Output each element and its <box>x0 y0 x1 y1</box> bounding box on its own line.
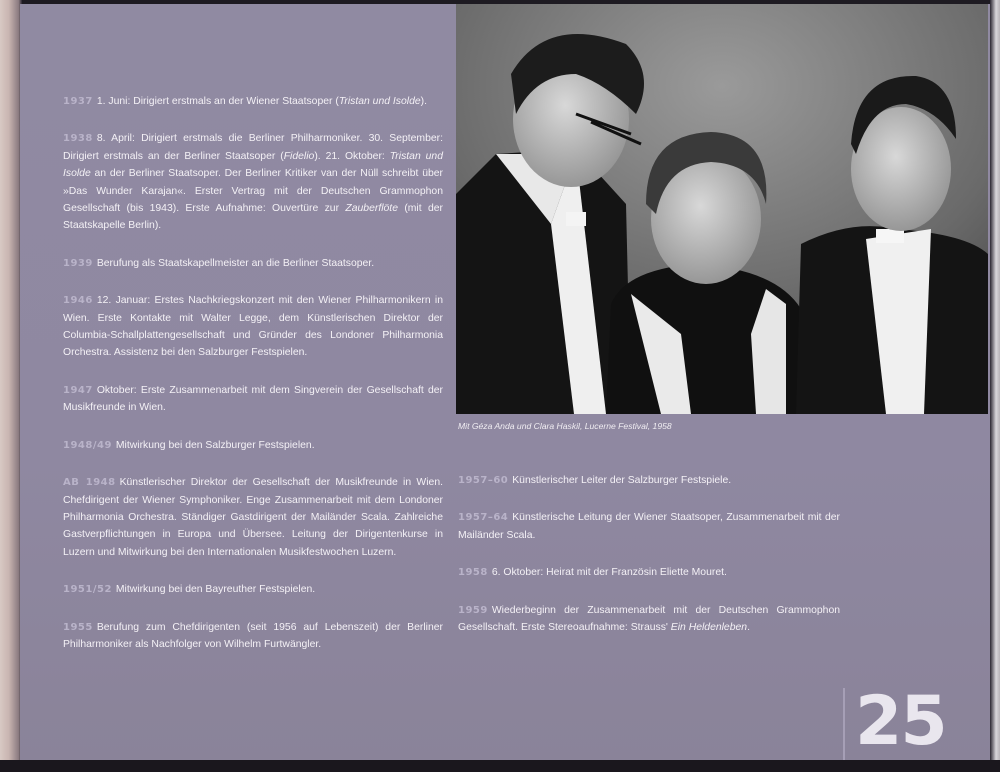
timeline-entry <box>63 255 443 272</box>
work-title: Tristan und Isolde <box>338 96 421 107</box>
timeline-text: Berufung zum Chefdirigenten (seit 1956 auf Lebenszeit) der Berliner Philharmoniker als Nachfolger von Wilhelm Furtwängler. <box>63 621 443 650</box>
photo-anda-haskil-karajan <box>456 4 988 414</box>
timeline-entry <box>63 474 443 561</box>
timeline-entry <box>63 93 443 110</box>
timeline-year: 1938 <box>63 133 93 145</box>
timeline-text: (mit der Staatskapelle Berlin). <box>63 203 443 232</box>
timeline-entry <box>458 564 840 581</box>
timeline-right-column <box>458 472 840 656</box>
timeline-year: 1937 <box>63 96 93 107</box>
timeline-entry <box>458 602 840 637</box>
timeline-text: . <box>747 622 750 634</box>
page-number-block <box>843 682 951 761</box>
timeline-entry <box>63 437 443 454</box>
timeline-text: Wiederbeginn der Zusammenarbeit mit der Deutschen Grammophon Gesellschaft. Erste Stereoaufnahme: Strauss' <box>458 604 840 634</box>
timeline-left-column <box>63 93 443 673</box>
timeline-entry <box>63 382 443 417</box>
timeline-year: 1957–64 <box>458 512 509 524</box>
timeline-year: AB 1948 <box>63 477 116 489</box>
timeline-entry <box>63 581 443 598</box>
work-title: Ein Heldenleben <box>670 622 748 634</box>
timeline-text: Berufung als Staatskapellmeister an die Berliner Staatsoper. <box>96 257 375 269</box>
book-bottom-shadow <box>0 760 1000 772</box>
timeline-text: ). <box>420 96 427 107</box>
timeline-text: Künstlerischer Direktor der Gesellschaft der Musikfreunde in Wien. Chefdirigent der Wiener Symphoniker. Enge Zusammenarbeit mit dem Londoner Philharmonia Orchestra. Ständiger Gastdirigent der Mailänder Scala. Zahlreiche Gastverpflichtungen in Europa und Übersee. Leitung der Dirigentenkurse in Luzern und Mitwirkung bei den Internationalen Musikfestwochen Luzern. <box>63 477 443 558</box>
timeline-entry <box>63 130 443 234</box>
timeline-year: 1951/52 <box>63 584 112 596</box>
work-title: Fidelio <box>283 150 315 162</box>
timeline-text: 6. Oktober: Heirat mit der Französin Eliette Mouret. <box>491 567 727 579</box>
work-title: Tristan und Isolde <box>63 150 443 180</box>
page-number-divider <box>843 688 845 760</box>
timeline-year: 1958 <box>458 567 488 579</box>
timeline-text: 12. Januar: Erstes Nachkriegskonzert mit den Wiener Philharmonikern in Wien. Erste Kontakte mit Walter Legge, dem Künstlerischen Direktor der Columbia-Schallplattengesellschaft und Gründer des Londoner Philharmonia Orchestra. Assistenz bei den Salzburger Festspielen. <box>63 295 443 359</box>
timeline-text: an der Berliner Staatsoper. Der Berliner Kritiker van der Nüll schreibt über »Das Wunder Karajan«. Erster Vertrag mit der Deutschen Grammophon Gesellschaft (bis 1943). Erste Aufnahme: Ouvertüre zur <box>63 168 443 215</box>
timeline-text: Künstlerischer Leiter der Salzburger Festspiele. <box>512 475 732 486</box>
timeline-year: 1959 <box>458 604 488 616</box>
timeline-entry <box>63 292 443 362</box>
timeline-year: 1957–60 <box>458 475 509 486</box>
timeline-entry <box>458 509 840 544</box>
page-number: 25 <box>855 682 946 761</box>
timeline-year: 1948/49 <box>63 439 112 451</box>
photo-caption: Mit Géza Anda und Clara Haskil, Lucerne Festival, 1958 <box>458 421 672 431</box>
timeline-text: 1. Juni: Dirigiert erstmals an der Wiener Staatsoper ( <box>96 96 339 107</box>
book-spine-left <box>0 0 22 772</box>
work-title: Zauberflöte <box>345 203 398 215</box>
timeline-text: Mitwirkung bei den Salzburger Festspielen. <box>115 439 315 451</box>
photo-illustration <box>456 4 988 414</box>
timeline-year: 1955 <box>63 621 93 633</box>
timeline-text: Mitwirkung bei den Bayreuther Festspielen. <box>115 584 316 596</box>
timeline-text: 8. April: Dirigiert erstmals die Berliner Philharmoniker. 30. September: Dirigiert erstmals an der Berliner Staatsoper ( <box>63 133 443 162</box>
timeline-text: Oktober: Erste Zusammenarbeit mit dem Singverein der Gesellschaft der Musikfreunde in Wien. <box>63 384 443 414</box>
timeline-year: 1939 <box>63 257 93 269</box>
page-edge-right <box>990 0 1000 772</box>
timeline-year: 1947 <box>63 384 93 396</box>
timeline-year: 1946 <box>63 295 93 307</box>
timeline-entry <box>458 472 840 489</box>
timeline-entry <box>63 619 443 654</box>
timeline-text: ). 21. Oktober: <box>314 150 390 162</box>
timeline-text: Künstlerische Leitung der Wiener Staatsoper, Zusammenarbeit mit der Mailänder Scala. <box>458 512 840 541</box>
